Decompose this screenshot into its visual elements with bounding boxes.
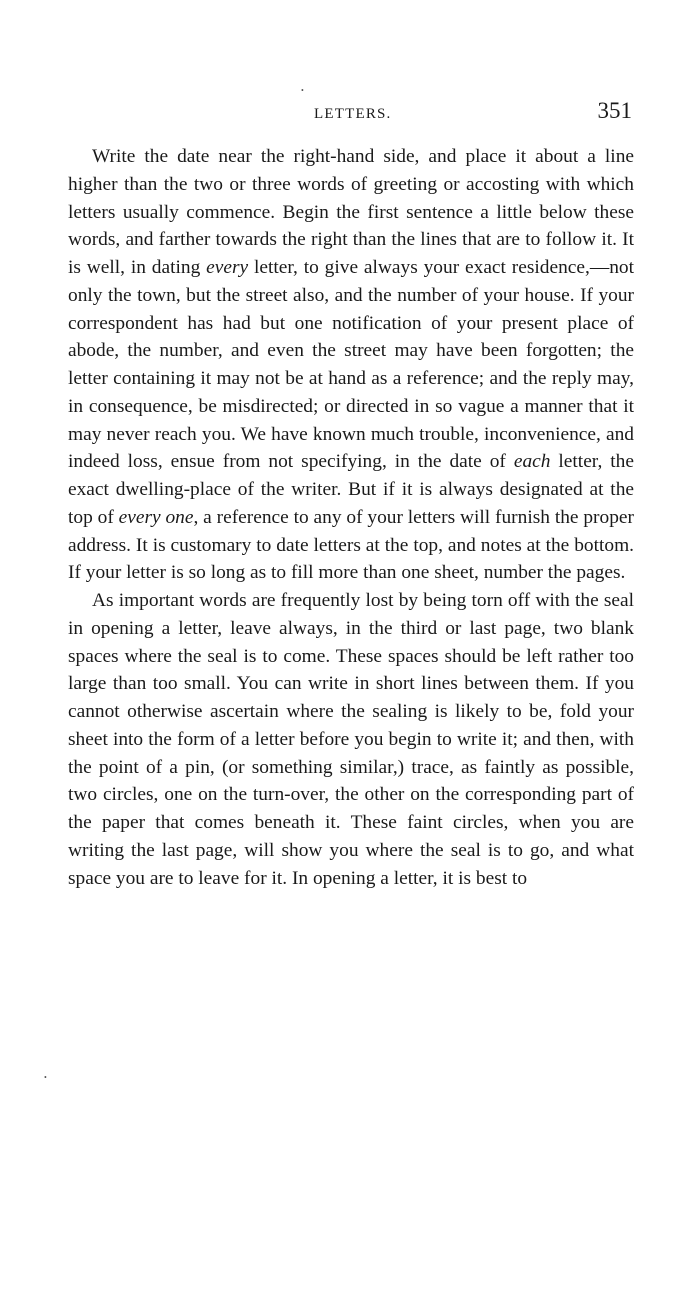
print-speck: • (44, 1073, 47, 1082)
paragraph-1-text: letter, the exact dwelling-place of the writer. But if it is always designated at the top of (68, 451, 634, 528)
paragraph-2-text: As important words are frequently lost by being torn off with the seal in opening a letter, leave always, in the third or last page, two blank spaces where the seal is to come. These spaces should be left rather too large than too small. You can write in short lines between them. If you cannot otherwise ascertain where the sealing is likely to be, fold your sheet into the form of a letter before you begin to write it; and then, with the point of a pin, (or something similar,) trace, as faintly as possible, two circles, one on the turn-over, the other on the corresponding part of the paper that comes beneath it. These faint circles, when you are writing the last page, will show you where the seal is to go, and what space you are to leave for it. In opening a letter, it is best to (68, 590, 634, 889)
paragraph-1-italic-each: each (513, 451, 551, 473)
paragraph-1-italic-every: every (206, 257, 249, 278)
paragraph-1 (68, 143, 634, 587)
running-head (66, 96, 632, 136)
paragraph-1-text: Write the date near the right-hand side, and place it about a line higher than the two or three words of greeting or accosting with which letters usually commence. Begin the first sentence a little below these words, and farther towards the right than the lines that are to follow it. It is well, in dating (68, 146, 634, 278)
page-number: 351 (597, 98, 632, 123)
paragraph-1-text: letter, to give always your exact residence,—not only the town, but the street also, and the number of your house. If your correspondent has had but one notification of your present place of abode, the number, and even the street may have been forgotten; the letter containing it may not be at hand as a reference; and the reply may, in consequence, be misdirected; or directed in so vague a manner that it may never reach you. We have known much trouble, inconvenience, and indeed loss, ensue from not specifying, in the date of (68, 257, 634, 473)
body-text (68, 143, 634, 892)
paragraph-2 (68, 587, 634, 892)
paragraph-1-text: , a reference to any of your letters will furnish the proper address. It is customary to date letters at the top, and notes at the bottom. If your letter is so long as to fill more than one sheet, number the pages. (68, 506, 634, 584)
running-title: LETTERS. (314, 106, 392, 122)
print-speck: • (301, 86, 304, 95)
paragraph-1-italic-every-one: every one (118, 506, 194, 528)
